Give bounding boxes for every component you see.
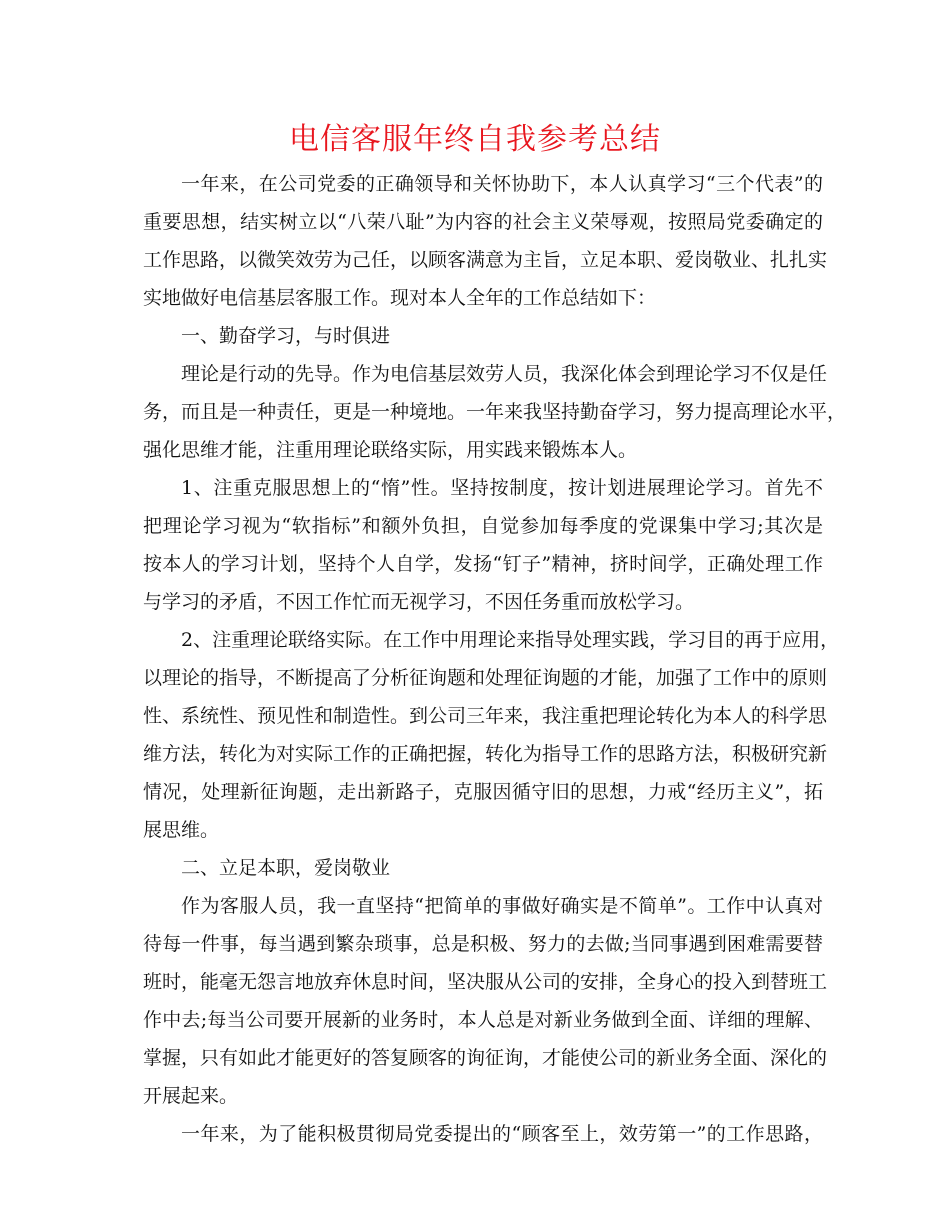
paragraph-line: 作为客服人员，我一直坚持“把简单的事做好确实是不简单”。工作中认真对 [181,895,823,917]
paragraph-line: 理论是行动的先导。作为电信基层效劳人员，我深化体会到理论学习不仅是任 [181,363,828,385]
paragraph-line: 按本人的学习计划，坚持个人自学，发扬“钉子”精神，挤时间学，正确处理工作 [143,553,823,575]
paragraph-line: 工作思路，以微笑效劳为己任，以顾客满意为主旨，立足本职、爱岗敬业、扎扎实 [143,249,828,271]
paragraph-line: 作中去;每当公司要开展新的业务时，本人总是对新业务做到全面、详细的理解、 [143,1009,823,1031]
page-title: 电信客服年终自我参考总结 [289,122,661,157]
paragraph-line: 待每一件事，每当遇到繁杂琐事，总是积极、努力的去做;当同事遇到困难需要替 [143,933,823,955]
section-heading: 一、勤奋学习，与时俱进 [181,325,391,347]
paragraph-line: 掌握，只有如此才能更好的答复顾客的询征询，才能使公司的新业务全面、深化的 [143,1047,828,1069]
paragraph-line: 一年来，为了能积极贯彻局党委提出的“顾客至上，效劳第一”的工作思路， [181,1123,823,1145]
paragraph-line: 强化思维才能，注重用理论联络实际，用实践来锻炼本人。 [143,439,638,461]
paragraph-line: 性、系统性、预见性和制造性。到公司三年来，我注重把理论转化为本人的科学思 [143,705,828,727]
paragraph-line: 2、注重理论联络实际。在工作中用理论来指导处理实践，学习目的再于应用， [181,629,840,651]
paragraph-line: 展思维。 [143,819,220,841]
paragraph-line: 情况，处理新征询题，走出新路子，克服因循守旧的思想，力戒“经历主义”，拓 [143,781,823,803]
paragraph-line: 开展起来。 [143,1085,239,1107]
section-heading: 二、立足本职，爱岗敬业 [181,857,391,879]
paragraph-line: 实地做好电信基层客服工作。现对本人全年的工作总结如下： [143,287,657,309]
paragraph-line: 以理论的指导，不断提高了分析征询题和处理征询题的才能，加强了工作中的原则 [143,667,828,689]
paragraph-line: 维方法，转化为对实际工作的正确把握，转化为指导工作的思路方法，积极研究新 [143,743,828,765]
paragraph-line: 把理论学习视为“软指标”和额外负担，自觉参加每季度的党课集中学习;其次是 [143,515,823,537]
paragraph-line: 重要思想，结实树立以“八荣八耻”为内容的社会主义荣辱观，按照局党委确定的 [143,211,823,233]
paragraph-line: 与学习的矛盾，不因工作忙而无视学习，不因任务重而放松学习。 [143,591,695,613]
paragraph-line: 一年来，在公司党委的正确领导和关怀协助下，本人认真学习“三个代表”的 [181,173,823,195]
paragraph-line: 班时，能毫无怨言地放弃休息时间，坚决服从公司的安排，全身心的投入到替班工 [143,971,828,993]
paragraph-line: 1、注重克服思想上的“惰”性。坚持按制度，按计划进展理论学习。首先不 [181,477,823,499]
paragraph-line: 务，而且是一种责任，更是一种境地。一年来我坚持勤奋学习，努力提高理论水平， [143,401,847,423]
